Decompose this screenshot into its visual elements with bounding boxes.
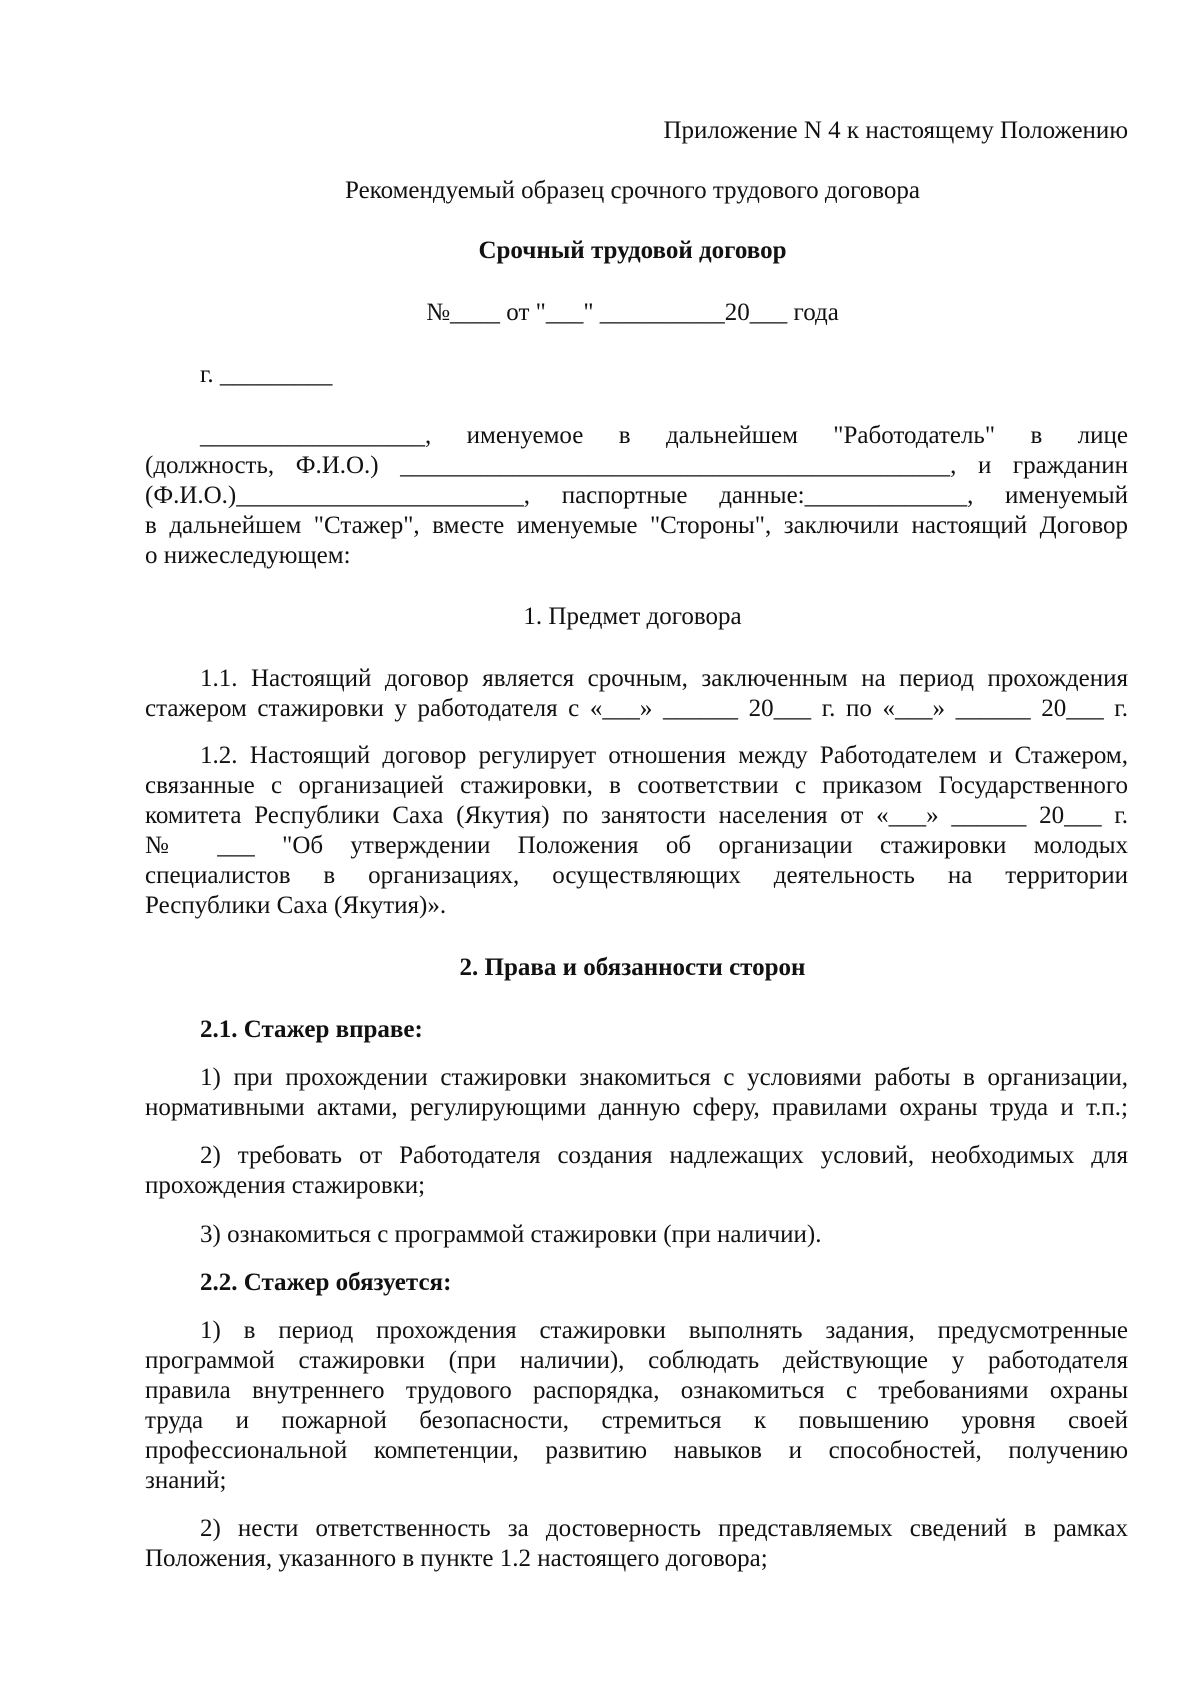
preamble-line: __________________, именуемое в дальнейшем "Работодатель" в лице bbox=[200, 422, 1128, 449]
preamble-line: (Ф.И.О.)_______________________, паспортные данные:_____________, именуемый bbox=[145, 482, 1128, 509]
subsection-2-1-title: 2.1. Стажер вправе: bbox=[200, 1016, 423, 1043]
preamble-line: (должность, Ф.И.О.) ____________________________________________, и гражданин bbox=[145, 452, 1128, 479]
clause-1-2-line: 1.2. Настоящий договор регулирует отношения между Работодателем и Стажером, bbox=[200, 742, 1128, 769]
clause-1-1-line: 1.1. Настоящий договор является срочным, заключенным на период прохождения bbox=[200, 665, 1128, 692]
preamble-line: о нижеследующем: bbox=[145, 542, 351, 569]
subsection-2-2-title: 2.2. Стажер обязуется: bbox=[200, 1269, 452, 1296]
section-2-title: 2. Права и обязанности сторон bbox=[459, 954, 806, 981]
clause-1-2-line: связанные с организацией стажировки, в соответствии с приказом Государственного bbox=[145, 772, 1128, 799]
obligation-item-line: правила внутреннего трудового распорядка, ознакомиться с требованиями охраны bbox=[145, 1377, 1128, 1404]
clause-1-2-line: Республики Саха (Якутия)». bbox=[145, 892, 447, 919]
obligation-item-line: 2) нести ответственность за достоверность представляемых сведений в рамках bbox=[200, 1515, 1128, 1542]
right-item-line: прохождения стажировки; bbox=[145, 1172, 426, 1199]
city-line: г. _________ bbox=[200, 361, 333, 388]
right-item-line: 1) при прохождении стажировки знакомиться с условиями работы в организации, bbox=[200, 1064, 1128, 1091]
obligation-item-line: труда и пожарной безопасности, стремиться к повышению уровня своей bbox=[145, 1407, 1128, 1434]
clause-1-2-line: комитета Республики Саха (Якутия) по занятости населения от «___» ______ 20___ г. bbox=[145, 802, 1128, 829]
obligation-item-line: знаний; bbox=[145, 1467, 227, 1494]
contract-number-date-line: №____ от "___" __________20___ года bbox=[426, 299, 839, 326]
preamble-line: в дальнейшем "Стажер", вместе именуемые "Стороны", заключили настоящий Договор bbox=[145, 512, 1128, 539]
obligation-item-line: программой стажировки (при наличии), соблюдать действующие у работодателя bbox=[145, 1347, 1128, 1374]
right-item-line: 3) ознакомиться с программой стажировки (при наличии). bbox=[200, 1221, 822, 1248]
section-1-title: 1. Предмет договора bbox=[523, 603, 742, 630]
clause-1-1-line: стажером стажировки у работодателя с «___» ______ 20___ г. по «___» ______ 20___ г. bbox=[145, 695, 1128, 722]
clause-1-2-line: специалистов в организациях, осуществляющих деятельность на территории bbox=[145, 862, 1128, 889]
right-item-line: 2) требовать от Работодателя создания надлежащих условий, необходимых для bbox=[200, 1142, 1128, 1169]
obligation-item-line: профессиональной компетенции, развитию навыков и способностей, получению bbox=[145, 1437, 1128, 1464]
obligation-item-line: Положения, указанного в пункте 1.2 настоящего договора; bbox=[145, 1545, 768, 1572]
recommended-sample-caption: Рекомендуемый образец срочного трудового договора bbox=[345, 177, 920, 204]
contract-title: Срочный трудовой договор bbox=[478, 237, 787, 264]
appendix-note: Приложение N 4 к настоящему Положению bbox=[663, 117, 1128, 144]
right-item-line: нормативными актами, регулирующими данную сферу, правилами охраны труда и т.п.; bbox=[145, 1094, 1128, 1121]
clause-1-2-line: № ___ "Об утверждении Положения об организации стажировки молодых bbox=[145, 832, 1128, 859]
obligation-item-line: 1) в период прохождения стажировки выполнять задания, предусмотренные bbox=[200, 1317, 1128, 1344]
